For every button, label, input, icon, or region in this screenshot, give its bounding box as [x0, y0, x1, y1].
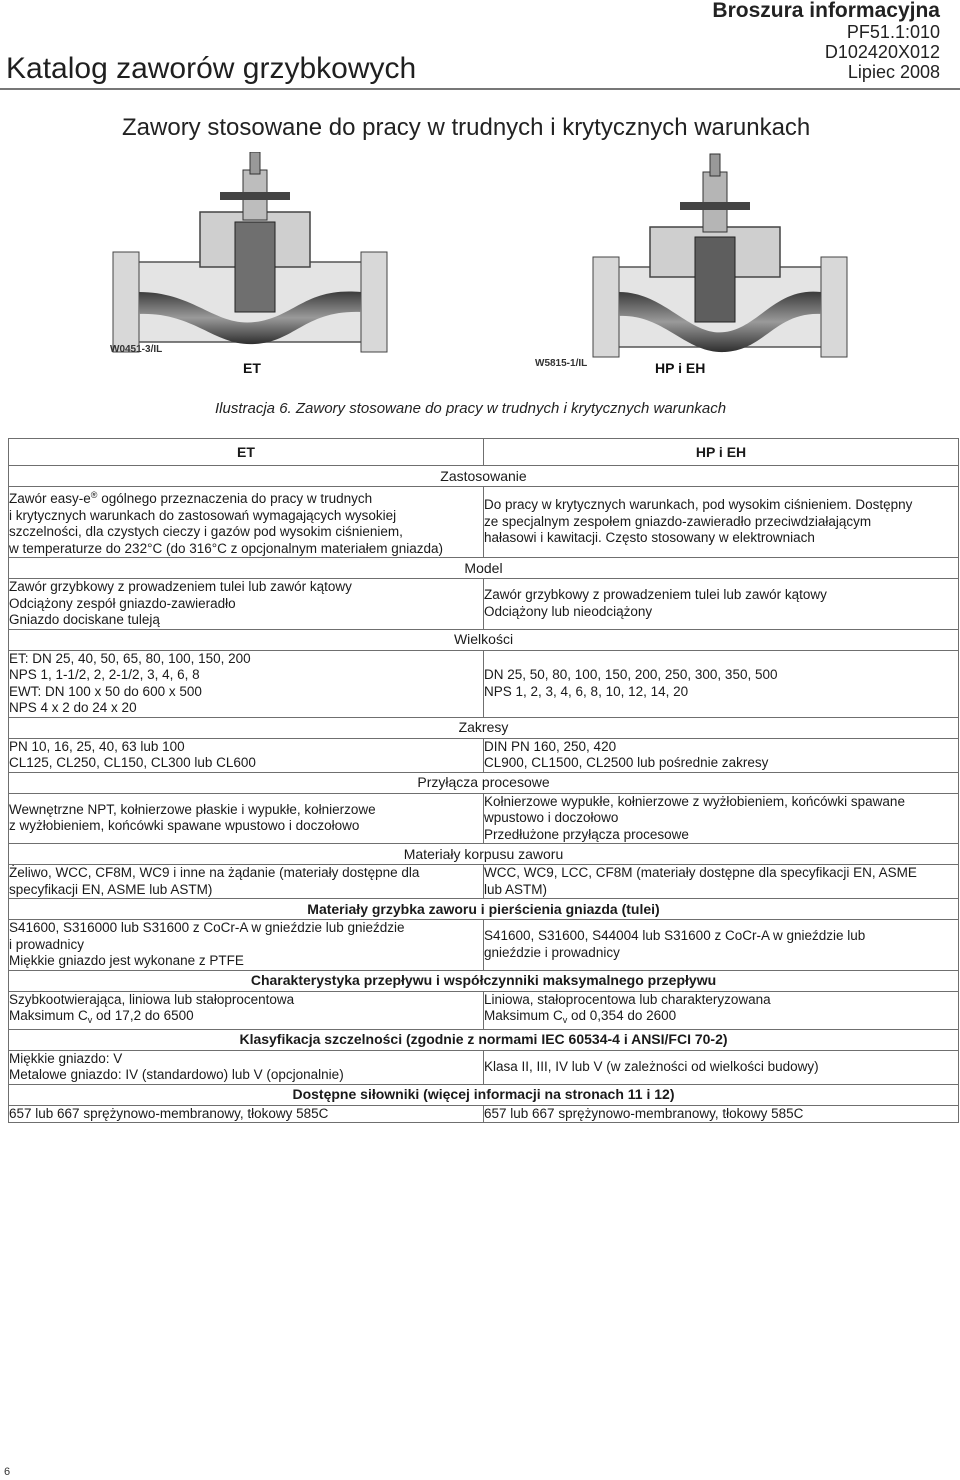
hp-flow-cell: [484, 991, 959, 1029]
hp-ranges-line-1: DIN PN 160, 250, 420: [484, 738, 617, 754]
right-figure-code: W5815-1/IL: [535, 358, 588, 369]
et-model-cell: [9, 579, 484, 630]
hp-flow-line-1: Liniowa, stałoprocentowa lub charakteryzowana: [484, 991, 771, 1007]
et-sizes-cell: [9, 650, 484, 717]
section-title-trim-materials: Materiały grzybka zaworu i pierścienia gniazda (tulei): [9, 899, 959, 920]
et-model-line-2: Odciążony zespół gniazdo-zawieradło: [9, 595, 236, 611]
right-figure-label: HP i EH: [655, 360, 706, 376]
hp-eh-valve-drawing: [593, 154, 847, 357]
et-app-line-1: Zawór easy-e: [9, 491, 91, 506]
hp-trim-materials-cell: [484, 920, 959, 971]
et-valve-drawing: [113, 152, 387, 352]
et-trim-line-3: Miękkie gniazdo jest wykonane z PTFE: [9, 953, 244, 968]
et-trim-line-2: i prowadnicy: [9, 936, 85, 952]
hp-sizes-line-1: DN 25, 50, 80, 100, 150, 200, 250, 300, 350, 500: [484, 667, 778, 682]
et-body-line-1: Żeliwo, WCC, CF8M, WC9 i inne na żądanie (materiały dostępne dla: [9, 865, 420, 880]
et-model-line-1: Zawór grzybkowy z prowadzeniem tulei lub zawór kątowy: [9, 579, 352, 594]
hp-ranges-line-2: CL900, CL1500, CL2500 lub pośrednie zakresy: [484, 755, 769, 770]
hp-shutoff-line-1: Klasa II, III, IV lub V (w zależności od wielkości budowy): [484, 1058, 819, 1074]
section-title-sizes: Wielkości: [9, 629, 959, 650]
et-body-materials-cell: [9, 865, 484, 899]
hp-model-line-1: Zawór grzybkowy z prowadzeniem tulei lub zawór kątowy: [484, 587, 827, 603]
header-divider: [0, 88, 960, 90]
hp-app-line-1: Do pracy w krytycznych warunkach, pod wysokim ciśnieniem. Dostępny: [484, 497, 913, 513]
et-ranges-cell: [9, 738, 484, 772]
et-shutoff-cell: [9, 1050, 484, 1084]
page-heading: Zawory stosowane do pracy w trudnych i krytycznych warunkach: [122, 114, 811, 141]
hp-flow-cv-label: Maksimum C: [484, 1008, 563, 1023]
section-title-flow-characteristics: Charakterystyka przepływu i współczynniki maksymalnego przepływu: [9, 970, 959, 991]
et-flow-cv-subscript: v: [87, 1015, 93, 1025]
et-shutoff-line-2: Metalowe gniazdo: IV (standardowo) lub V (opcjonalnie): [9, 1067, 344, 1082]
hp-sizes-line-2: NPS 1, 2, 3, 4, 6, 8, 10, 12, 14, 20: [484, 683, 689, 699]
et-app-line-5: w temperaturze do 232°C (do 316°C z opcjonalnym materiałem gniazda): [9, 540, 444, 556]
et-flow-line-1: Szybkootwierająca, liniowa lub stałoprocentowa: [9, 991, 295, 1007]
et-ranges-line-1: PN 10, 16, 25, 40, 63 lub 100: [9, 738, 185, 754]
hp-app-line-3: hałasowi i kawitacji. Często stosowany w elektrowniach: [484, 530, 815, 546]
hp-app-line-2: ze specjalnym zespołem gniazdo-zawieradło przeciwdziałającym: [484, 513, 872, 529]
hp-trim-line-2: gnieździe i prowadnicy: [484, 944, 620, 960]
section-title-shutoff-class: Klasyfikacja szczelności (zgodnie z normami IEC 60534-4 i ANSI/FCI 70-2): [9, 1029, 959, 1050]
hp-model-line-2: Odciążony lub nieodciążony: [484, 603, 653, 619]
et-sizes-line-4: NPS 4 x 2 do 24 x 20: [9, 700, 137, 715]
et-sizes-line-2: NPS 1, 1-1/2, 2, 2-1/2, 3, 4, 6, 8: [9, 667, 200, 682]
et-conn-line-1: Wewnętrzne NPT, kołnierzowe płaskie i wypukłe, kołnierzowe: [9, 801, 376, 817]
hp-model-cell: [484, 579, 959, 630]
et-app-line-4: szczelności, dla czystych cieczy i gazów pod wysokim ciśnieniem,: [9, 524, 403, 539]
hp-body-line-1: WCC, WC9, LCC, CF8M (materiały dostępne dla specyfikacji EN, ASME: [484, 865, 917, 880]
brochure-label: Broszura informacyjna: [712, 0, 940, 22]
et-sizes-line-3: EWT: DN 100 x 50 do 600 x 500: [9, 683, 202, 699]
hp-shutoff-cell: [484, 1050, 959, 1084]
section-title-application: Zastosowanie: [9, 466, 959, 487]
et-ranges-line-2: CL125, CL250, CL150, CL300 lub CL600: [9, 755, 256, 770]
et-model-line-3: Gniazdo dociskane tuleją: [9, 612, 160, 627]
et-actuators-line-1: 657 lub 667 sprężynowo-membranowy, tłokowy 585C: [9, 1105, 329, 1121]
section-title-ranges: Zakresy: [9, 717, 959, 738]
hp-conn-line-3: Przedłużone przyłącza procesowe: [484, 826, 689, 842]
hp-connections-cell: [484, 793, 959, 844]
section-title-connections: Przyłącza procesowe: [9, 772, 959, 793]
doc-id: D102420X012: [824, 42, 940, 62]
hp-trim-line-1: S41600, S31600, S44004 lub S31600 z CoCr-A w gnieździe lub: [484, 928, 866, 944]
et-body-line-2: specyfikacji EN, ASME lub ASTM): [9, 881, 213, 897]
hp-body-line-2: lub ASTM): [484, 881, 548, 897]
hp-application-cell: [484, 487, 959, 558]
et-trim-line-1: S41600, S316000 lub S31600 z CoCr-A w gnieździe lub gnieździe: [9, 920, 405, 935]
valve-figure: [105, 152, 865, 382]
doc-code: PF51.1:010: [846, 22, 940, 42]
hp-actuators-line-1: 657 lub 667 sprężynowo-membranowy, tłokowy 585C: [484, 1105, 804, 1121]
et-shutoff-line-1: Miękkie gniazdo: V: [9, 1050, 123, 1066]
catalog-title: Katalog zaworów grzybkowych: [6, 52, 417, 85]
et-app-line-2: ogólnego przeznaczenia do pracy w trudnych: [101, 491, 373, 506]
page-number: 6: [4, 1466, 11, 1478]
et-flow-cv-range: od 17,2 do 6500: [96, 1008, 194, 1023]
hp-conn-line-1: Kołnierzowe wypukłe, kołnierzowe z wyżłobieniem, końcówki spawane: [484, 793, 905, 809]
hp-flow-cv-range: od 0,354 do 2600: [571, 1008, 677, 1023]
comparison-table: [8, 438, 959, 1123]
hp-conn-line-2: wpustowo i doczołowo: [484, 810, 619, 825]
hp-ranges-cell: [484, 738, 959, 772]
column-header-et: ET: [9, 439, 484, 466]
hp-body-materials-cell: [484, 865, 959, 899]
left-figure-code: W0451-3/IL: [110, 344, 163, 355]
valve-illustrations: [105, 152, 865, 382]
et-flow-cell: [9, 991, 484, 1029]
et-app-line-3: i krytycznych warunkach do zastosowań wymagających wysokiej: [9, 507, 397, 523]
section-title-actuators: Dostępne siłowniki (więcej informacji na stronach 11 i 12): [9, 1084, 959, 1105]
section-title-body-materials: Materiały korpusu zaworu: [9, 844, 959, 865]
section-title-model: Model: [9, 558, 959, 579]
et-sizes-line-1: ET: DN 25, 40, 50, 65, 80, 100, 150, 200: [9, 650, 251, 666]
hp-sizes-cell: [484, 650, 959, 717]
hp-flow-cv-subscript: v: [562, 1015, 568, 1025]
column-header-hp-eh: HP i EH: [484, 439, 959, 466]
registered-mark-icon: ®: [90, 490, 98, 500]
hp-actuators-cell: [484, 1105, 959, 1123]
document-header: [712, 0, 940, 82]
et-application-cell: [9, 487, 484, 558]
figure-caption: Ilustracja 6. Zawory stosowane do pracy w trudnych i krytycznych warunkach: [215, 400, 727, 417]
et-connections-cell: [9, 793, 484, 844]
et-actuators-cell: [9, 1105, 484, 1123]
doc-date: Lipiec 2008: [847, 62, 940, 82]
left-figure-label: ET: [243, 360, 261, 376]
et-conn-line-2: z wyżłobieniem, końcówki spawane wpustowo i doczołowo: [9, 818, 360, 834]
et-flow-cv-label: Maksimum C: [9, 1008, 88, 1023]
et-trim-materials-cell: [9, 920, 484, 971]
